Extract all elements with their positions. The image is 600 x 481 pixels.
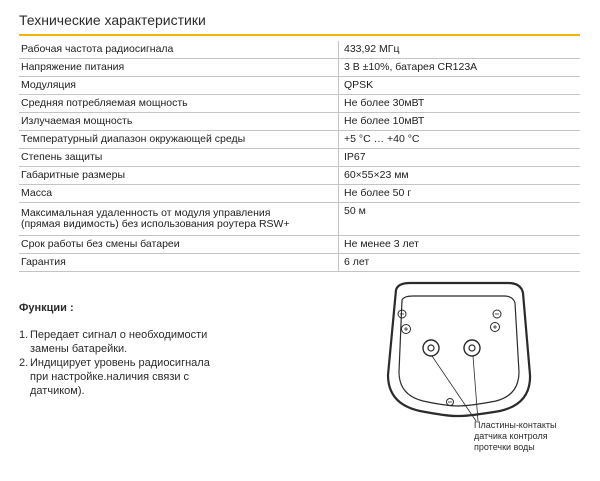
spec-label: Масса <box>19 185 339 203</box>
functions-title: Функции : <box>19 302 74 314</box>
list-text: Индицирует уровень радиосигнала при настройке.наличия связи с датчиком). <box>30 357 210 397</box>
spec-label: Габаритные размеры <box>19 167 339 185</box>
page-title: Технические характеристики <box>19 12 206 28</box>
list-number: 1. <box>19 329 29 341</box>
spec-label: Максимальная удаленность от модуля управления (прямая видимость) без использования роутера RSW+ <box>19 203 339 236</box>
contact-plate-icon <box>423 340 439 356</box>
spec-label: Гарантия <box>19 254 339 272</box>
spec-value: 60×55×23 мм <box>339 167 581 185</box>
spec-label: Модуляция <box>19 77 339 95</box>
spec-label: Температурный диапазон окружающей среды <box>19 131 339 149</box>
spec-label: Рабочая частота радиосигнала <box>19 41 339 59</box>
spec-value: Не более 10мВТ <box>339 113 581 131</box>
list-text: Передает сигнал о необходимости замены батарейки. <box>30 329 208 355</box>
spec-value: Не менее 3 лет <box>339 236 581 254</box>
spec-value: 6 лет <box>339 254 581 272</box>
spec-label: Средняя потребляемая мощность <box>19 95 339 113</box>
spec-value: Не более 50 г <box>339 185 581 203</box>
spec-value: IP67 <box>339 149 581 167</box>
spec-value: QPSK <box>339 77 581 95</box>
spec-value: +5 °C … +40 °C <box>339 131 581 149</box>
spec-value: Не более 30мВТ <box>339 95 581 113</box>
spec-label: Срок работы без смены батареи <box>19 236 339 254</box>
list-number: 2. <box>19 357 29 369</box>
spec-value: 433,92 МГц <box>339 41 581 59</box>
contact-plate-icon <box>464 340 480 356</box>
spec-value: 3 В ±10%, батарея CR123A <box>339 59 581 77</box>
spec-label: Излучаемая мощность <box>19 113 339 131</box>
spec-label: Степень защиты <box>19 149 339 167</box>
spec-value: 50 м <box>339 203 581 236</box>
diagram-caption: Пластины-контакты датчика контроля протечки воды <box>474 420 557 452</box>
spec-label: Напряжение питания <box>19 59 339 77</box>
